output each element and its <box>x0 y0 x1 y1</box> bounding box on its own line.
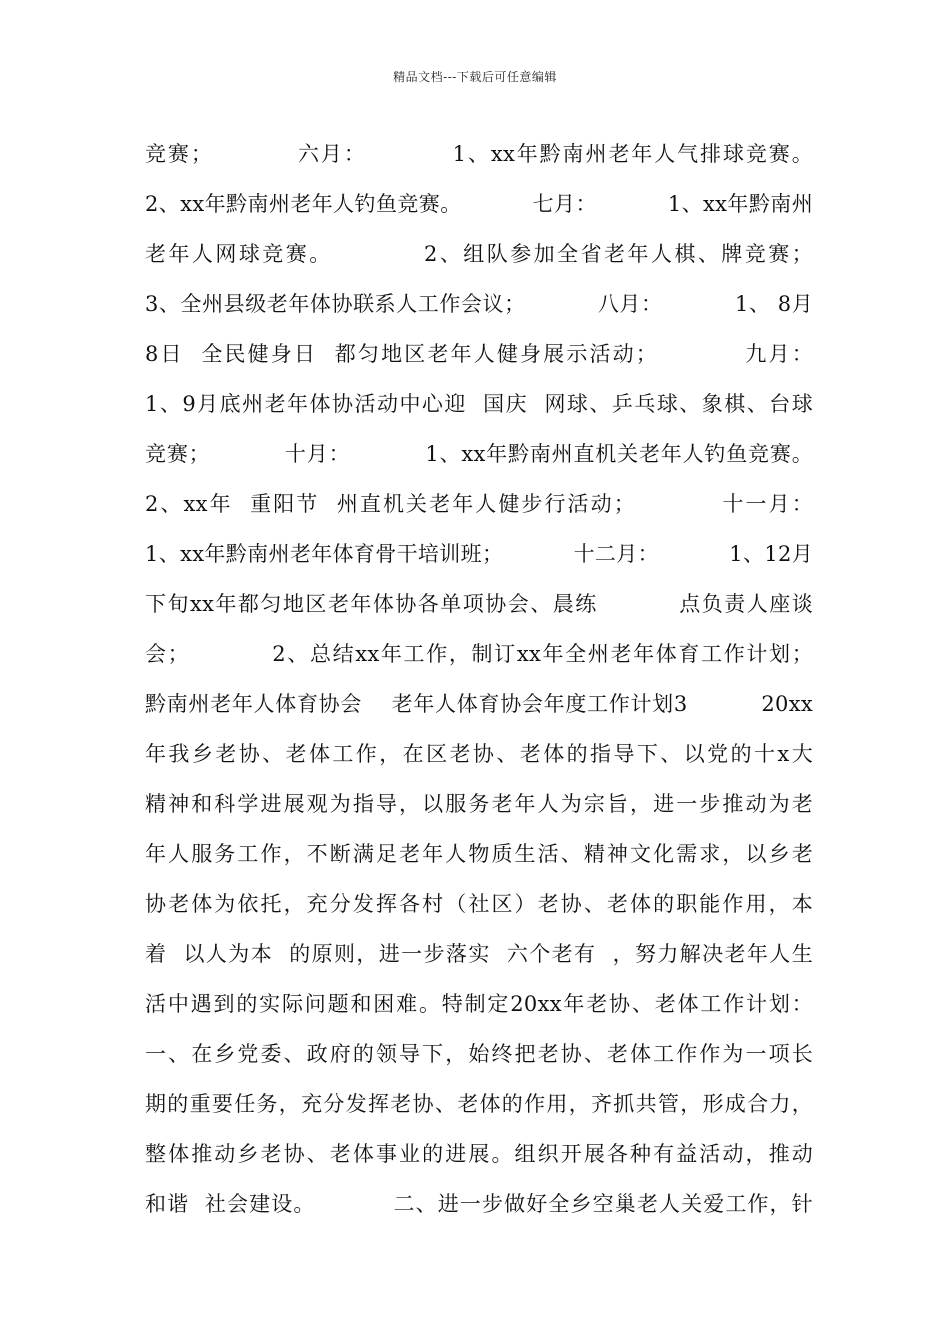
text-line: 期的重要任务，充分发挥老协、老体的作用，齐抓共管，形成合力， <box>145 1092 813 1116</box>
text-line: 3、全州县级老年体协联系人工作会议； 八月： 1、 8月 <box>145 292 813 316</box>
text-line: 协老体为依托，充分发挥各村（社区）老协、老体的职能作用，本 <box>145 892 813 916</box>
text-line: 和谐 社会建设。 二、进一步做好全乡空巢老人关爱工作，针 <box>145 1192 813 1216</box>
text-line: 2、xx年 重阳节 州直机关老年人健步行活动； 十一月： <box>145 492 813 516</box>
page-header: 精品文档---下载后可任意编辑 <box>393 70 557 84</box>
text-line: 竞赛； 六月： 1、xx年黔南州老年人气排球竞赛。 <box>145 142 813 166</box>
text-line: 年人服务工作，不断满足老年人物质生活、精神文化需求，以乡老 <box>145 842 813 866</box>
text-line: 1、9月底州老年体协活动中心迎 国庆 网球、乒乓球、象棋、台球 <box>145 392 813 416</box>
text-line: 1、xx年黔南州老年体育骨干培训班； 十二月： 1、12月 <box>145 542 813 566</box>
text-line: 2、xx年黔南州老年人钓鱼竞赛。 七月： 1、xx年黔南州 <box>145 192 813 216</box>
text-line: 会； 2、总结xx年工作，制订xx年全州老年体育工作计划； <box>145 642 813 666</box>
text-line: 精神和科学进展观为指导，以服务老年人为宗旨，进一步推动为老 <box>145 792 813 816</box>
text-line: 黔南州老年人体育协会 老年人体育协会年度工作计划3 20xx <box>145 692 813 716</box>
text-line: 着 以人为本 的原则，进一步落实 六个老有 ，努力解决老年人生 <box>145 942 813 966</box>
text-line: 老年人网球竞赛。 2、组队参加全省老年人棋、牌竞赛； <box>145 242 813 266</box>
document-body <box>145 135 813 1235</box>
text-line: 8日 全民健身日 都匀地区老年人健身展示活动； 九月： <box>145 342 813 366</box>
text-line: 整体推动乡老协、老体事业的进展。组织开展各种有益活动，推动 <box>145 1142 813 1166</box>
text-line: 一、在乡党委、政府的领导下，始终把老协、老体工作作为一项长 <box>145 1042 813 1066</box>
text-line: 竞赛； 十月： 1、xx年黔南州直机关老年人钓鱼竞赛。 <box>145 442 813 466</box>
text-line: 活中遇到的实际问题和困难。特制定20xx年老协、老体工作计划： <box>145 992 813 1016</box>
text-line: 下旬xx年都匀地区老年体协各单项协会、晨练 点负责人座谈 <box>145 592 813 616</box>
text-line: 年我乡老协、老体工作，在区老协、老体的指导下、以党的十x大 <box>145 742 813 766</box>
